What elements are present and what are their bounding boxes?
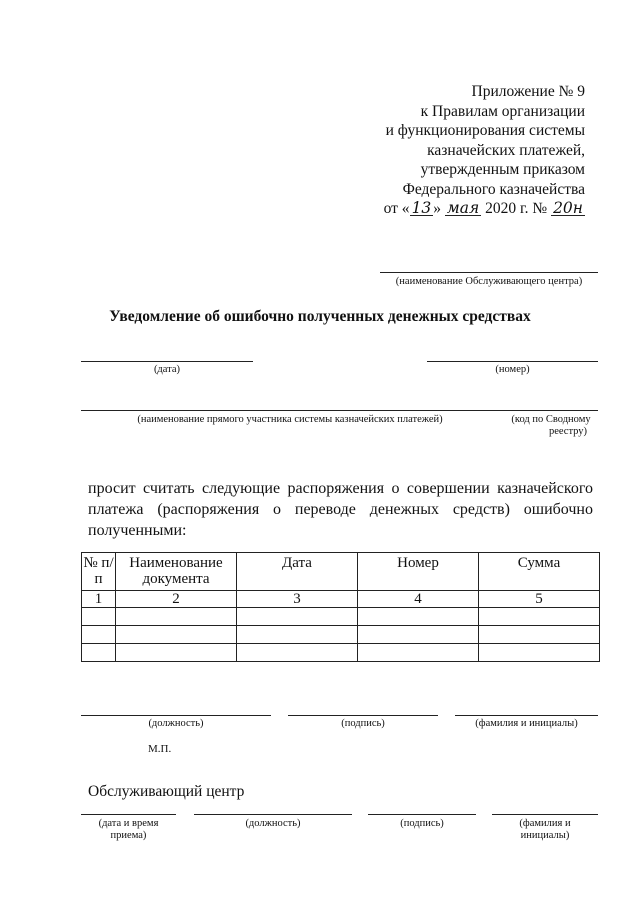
registry-caption-line: реестру)	[548, 426, 588, 437]
appendix-line: к Правилам организации	[420, 102, 585, 120]
stamp-place: М.П.	[148, 743, 172, 755]
service-position-line	[194, 814, 352, 815]
table-row	[82, 608, 600, 626]
table-cell	[358, 608, 479, 626]
participant-line	[81, 410, 598, 411]
table-cell	[116, 626, 237, 644]
column-number: 3	[237, 591, 358, 608]
caption-line: (дата и время	[98, 818, 159, 829]
service-signature-caption: (подпись)	[400, 818, 444, 829]
appendix-line: и функционирования системы	[385, 122, 585, 139]
table-header-row	[82, 553, 600, 591]
position-caption: (должность)	[148, 718, 204, 729]
header-cell-date: Дата	[237, 553, 358, 591]
appendix-line: Приложение № 9	[471, 83, 585, 100]
table-row	[82, 626, 600, 644]
table-cell	[237, 626, 358, 644]
appendix-line: Федерального казначейства	[402, 180, 585, 198]
date-prefix: от «	[383, 200, 410, 217]
caption-line: приема)	[110, 830, 147, 841]
number-line	[427, 361, 598, 362]
handwritten-month: мая	[446, 199, 480, 217]
table-cell	[237, 644, 358, 662]
column-number: 4	[358, 591, 479, 608]
header-cell-document: Наименование документа	[116, 553, 237, 591]
table-cell	[358, 626, 479, 644]
registry-caption-line: (код по Сводному	[511, 414, 591, 425]
appendix-line: утвержденным приказом	[420, 161, 585, 178]
registry-caption	[496, 414, 606, 438]
caption-line: (фамилия и	[519, 818, 571, 829]
order-date-line	[345, 199, 585, 219]
name-line	[455, 715, 598, 716]
receipt-date-caption	[81, 818, 176, 842]
table-cell	[116, 644, 237, 662]
header-cell-doc-number: Номер	[358, 553, 479, 591]
column-number: 1	[82, 591, 116, 608]
handwritten-order-number: 20н	[553, 199, 583, 217]
handwritten-day: 13	[411, 199, 432, 217]
header-cell-amount: Сумма	[479, 553, 600, 591]
position-line	[81, 715, 271, 716]
column-number: 2	[116, 591, 237, 608]
caption-line: инициалы)	[520, 830, 570, 841]
number-caption: (номер)	[495, 364, 530, 375]
date-caption: (дата)	[153, 364, 181, 375]
column-number: 5	[479, 591, 600, 608]
participant-caption: (наименование прямого участника системы казначейских платежей)	[137, 414, 443, 425]
date-line	[81, 361, 253, 362]
service-center-caption: (наименование Обслуживающего центра)	[395, 276, 583, 287]
service-name-caption	[492, 818, 598, 842]
request-text: просит считать следующие распоряжения о совершении казначейского платежа (распоряжения о переводе денежных средств) ошибочно полученными:	[88, 480, 593, 539]
table-cell	[116, 608, 237, 626]
table-cell	[479, 626, 600, 644]
document-title: Уведомление об ошибочно полученных денежных средствах	[109, 308, 531, 325]
service-signature-line	[368, 814, 476, 815]
service-name-line	[492, 814, 598, 815]
service-center-line	[380, 272, 598, 273]
table-cell	[237, 608, 358, 626]
order-year: 2020 г. №	[485, 200, 548, 217]
table-cell	[479, 608, 600, 626]
table-cell	[82, 608, 116, 626]
service-center-title: Обслуживающий центр	[88, 783, 245, 800]
receipt-date-line	[81, 814, 176, 815]
name-caption: (фамилия и инициалы)	[475, 718, 578, 729]
day-suffix: »	[433, 200, 442, 217]
signature-caption: (подпись)	[341, 718, 385, 729]
table-cell	[82, 644, 116, 662]
payments-table	[81, 552, 600, 662]
appendix-header	[345, 82, 585, 219]
signature-line	[288, 715, 438, 716]
table-row	[82, 644, 600, 662]
table-cell	[479, 644, 600, 662]
appendix-line: казначейских платежей,	[427, 141, 585, 159]
table-cell	[82, 626, 116, 644]
service-position-caption: (должность)	[245, 818, 301, 829]
table-cell	[358, 644, 479, 662]
column-number-row	[82, 591, 600, 608]
header-cell-number: № п/п	[82, 553, 116, 591]
